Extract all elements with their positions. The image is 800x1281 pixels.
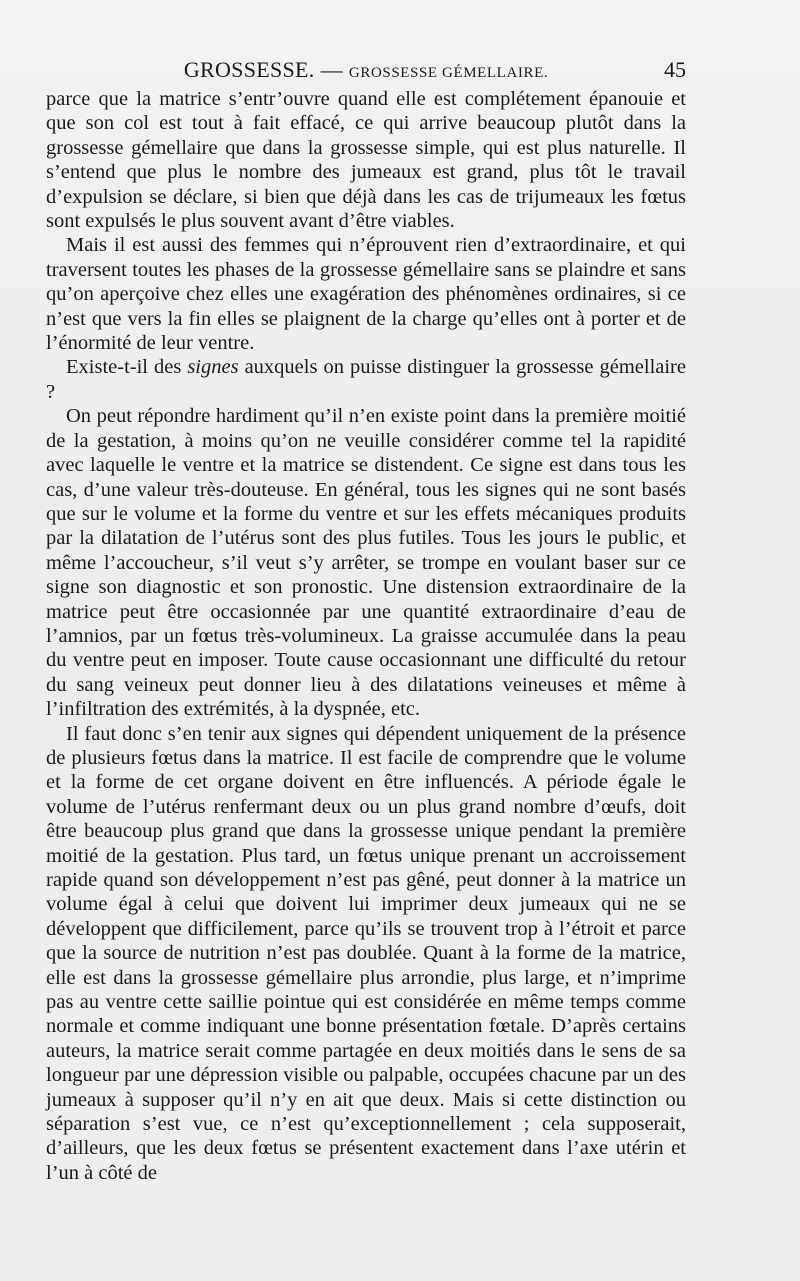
running-title <box>46 52 686 91</box>
paragraph-4: On peut répondre hardiment qu’il n’en existe point dans la première moitié de la gestation, à moins qu’on ne veuille considérer comme tel la rapidité avec laquelle le ventre et la matrice se distendent. Ce signe est dans tous les cas, d’une valeur très-douteuse. En général, tous les signes qui ne sont basés que sur le volume et la forme du ventre et sur les effets mécaniques produits par la dilatation de l’utérus sont des plus futiles. Tous les jours le public, et même l’accoucheur, s’il veut s’y arrêter, se trompe en voulant baser sur ce signe son diagnostic et son pronostic. Une distension extraordinaire de la matrice peut être occasionnée par une quantité extraordinaire d’eau de l’amnios, par un fœtus très-volumineux. La graisse accumulée dans la peau du ventre peut en imposer. Toute cause occasionnant une difficulté du retour du sang veineux peut donner lieu à des dilatations veineuses et même à l’infiltration des extrémités, à la dyspnée, etc. <box>46 405 686 721</box>
header-separator: — <box>320 57 343 82</box>
paragraph-1: parce que la matrice s’entr’ouvre quand elle est complétement épanouie et que son col est tout à fait effacé, ce qui arrive beaucoup plutôt dans la grossesse gémellaire que dans la grossesse simple, qui est plus naturelle. Il s’entend que plus le nombre des jumeaux est grand, plus tôt le travail d’expulsion se déclare, si bien que déjà dans les cas de trijumeaux les fœtus sont expulsés le plus souvent avant d’être viables. <box>46 88 686 233</box>
header-title-main: GROSSESSE. <box>183 57 315 82</box>
running-header <box>46 52 686 88</box>
paragraph-3-before: Existe-t-il des <box>66 356 188 379</box>
paragraph-5: Il faut donc s’en tenir aux signes qui dépendent uniquement de la présence de plusieurs fœtus dans la matrice. Il est facile de comprendre que le volume et la forme de cet organe doivent en être influencés. A période égale le volume de l’utérus renfermant deux ou un plus grand nombre d’œufs, doit être beaucoup plus grand que dans la grossesse unique pendant la première moitié de la gestation. Plus tard, un fœtus unique prenant un accroissement rapide quand son développement n’est pas gêné, peut donner à la matrice un volume égal à celui que doivent lui imprimer deux jumeaux qui ne se développent que difficilement, parce qu’ils se trouvent trop à l’étroit et parce que la source de nutrition n’est pas doublée. Quant à la forme de la matrice, elle est dans la grossesse gémellaire plus arrondie, plus large, et n’imprime pas au ventre cette saillie pointue qui est considérée en même temps comme normale et comme indiquant une bonne présentation fœtale. D’après certains auteurs, la matrice serait comme partagée en deux moitiés dans le sens de sa longueur par une dépression visible ou palpable, occupées chacune par un des jumeaux à supposer qu’il n’y en ait que deux. Mais si cette distinction ou séparation s’est vue, ce n’est qu’exceptionnellement ; cela supposerait, d’ailleurs, que les deux fœtus se présentent exactement dans l’axe utérin et l’un à côté de <box>46 722 686 1184</box>
paragraph-3-italic: signes <box>187 356 239 379</box>
paragraph-2: Mais il est aussi des femmes qui n’éprouvent rien d’extraordinaire, et qui traversent toutes les phases de la grossesse gémellaire sans se plaindre et sans qu’on aperçoive chez elles une exagération des phénomènes ordinaires, si ce n’est que vers la fin elles se plaignent de la charge qu’elles ont à porter et de l’énormité de leur ventre. <box>46 234 686 355</box>
header-title-sub: GROSSESSE GÉMELLAIRE. <box>348 65 549 81</box>
paragraph-3 <box>46 355 686 404</box>
body-text <box>46 87 686 1185</box>
page-number: 45 <box>664 57 686 82</box>
paragraph-3-after: auxquels on puisse distinguer la grossesse gémellaire ? <box>46 356 686 403</box>
